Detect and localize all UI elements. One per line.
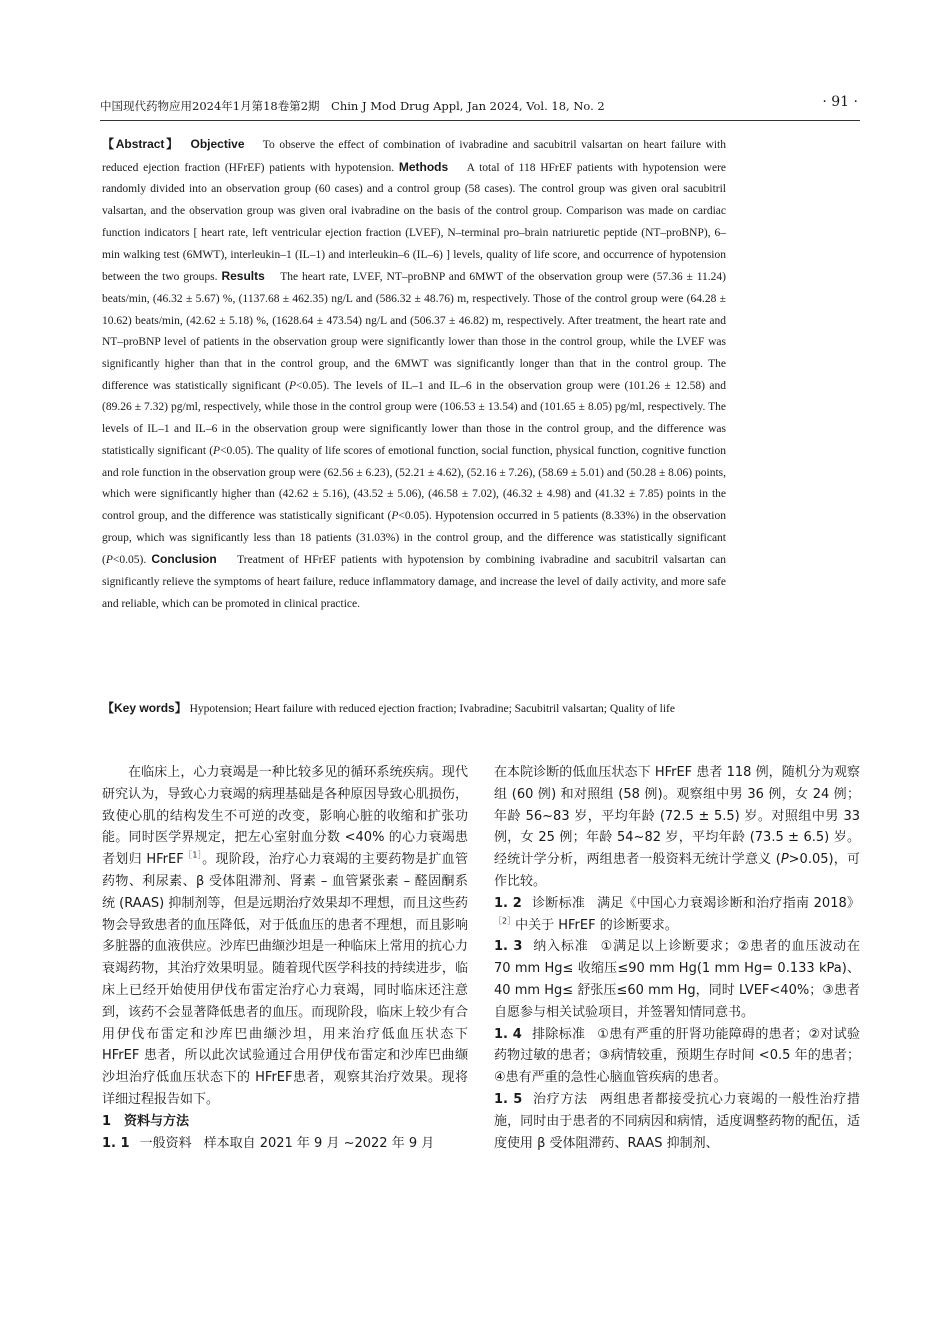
page-number: · 91 · xyxy=(822,94,858,110)
methods-label: Methods xyxy=(398,159,449,174)
results-text: <0.05). xyxy=(112,554,147,567)
results-text: <0.05). The quality of life scores of emotional function, social function, physical function, cognitive function and role function in the observation group were (62.56 ± 6.23), (52.21 ± 4.62), (52.16 ± 7.26), (58.69 ± 5.01) and (50.28 ± 8.06) points, which were significantly higher than (42.62 ± 5.16), (43.52 ± 5.06), (46.58 ± 7.02), (46.32 ± 4.98) and (41.32 ± 7.85) points in the control group, and the difference was statistically significant ( xyxy=(102,444,726,522)
running-header: 中国现代药物应用2024年1月第18卷第2期 Chin J Mod Drug Appl, Jan 2024, Vol. 18, No. 2 xyxy=(100,99,605,113)
objective-text: To observe the effect of combination of ivabradine and sacubitril valsartan on heart failure with reduced ejection fraction (HFrEF) patients with hypotension. xyxy=(102,139,726,174)
header-rule xyxy=(100,120,860,121)
keywords xyxy=(102,698,726,721)
p-symbol: P xyxy=(289,379,297,392)
subsection-1-5: 1. 5 治疗方法 两组患者都接受抗心力衰竭的一般性治疗措施，同时由于患者的不同病因和病情，适度调整药物的配伍，适度使用 β 受体阻滞药、RAAS 抑制剂、 xyxy=(494,1091,860,1151)
intro-paragraph: 在临床上，心力衰竭是一种比较多见的循环系统疾病。现代研究认为，导致心力衰竭的病理基础是各种原因导致心肌损伤，致使心肌的结构发生不可逆的改变，影响心脏的收缩和扩张功能。同时医学界规定，把左心室射血分数 <40% 的心力衰竭患者划归 HFrEF$^{[1]}$。现阶段，治疗心力衰竭的主要药物是扩血管药物、利尿素、β 受体阻滞剂、肾素 – 血管紧张素 – 醛固酮系统 (RAAS) 抑制剂等，但是远期治疗效果却不理想，而且这些药物会导致患者的血压降低，对于低血压的患者不理想，而且影响多脏器的血液供应。沙库巴曲缬沙坦是一种临床上常用的抗心力衰竭药物，其治疗效果明显。随着现代医学科技的持续进步，临床上已经开始使用伊伐布雷定治疗心力衰竭，同时临床还注意到，该药不会显著降低患者的血压。而现阶段，临床上较少有合用伊伐布雷定和沙库巴曲缬沙坦，用来治疗低血压状态下 HFrEF 患者，所以此次试验通过合用伊伐布雷定和沙库巴曲缬沙坦治疗低血压状态下的 HFrEF患者，观察其治疗效果。现将详细过程报告如下。 xyxy=(102,765,468,1107)
p-symbol: P xyxy=(105,554,113,567)
abstract-label: 【Abstract】 xyxy=(102,137,180,151)
subsection-1-1: 1. 1 一般资料 样本取自 2021 年 9 月 ~2022 年 9 月 xyxy=(102,1135,435,1151)
results-label: Results xyxy=(221,269,265,284)
results-text: The heart rate, LVEF, NT–proBNP and 6MWT of the observation group were (57.36 ± 11.24) beats/min, (46.32 ± 5.67) %, (1137.68 ± 462.35) ng/L and (586.32 ± 48.76) m, respectively. Those of the control group were (64.28 ± 10.62) beats/min, (42.62 ± 5.18) %, (1628.64 ± 473.54) ng/L and (506.37 ± 46.82) m, respectively. After treatment, the heart rate and NT–proBNP level of patients in the observation group were significantly lower than those in the control group, while the LVEF was significantly higher than that in the control group, and the 6MWT was significantly longer than that in the control group. The difference was statistically significant ( xyxy=(102,271,727,392)
citation: ［2］ xyxy=(494,916,516,926)
body-column-right xyxy=(494,762,860,1154)
subsection-1-4: 1. 4 排除标准 ①患有严重的肝肾功能障碍的患者；②对试验药物过敏的患者；③病情较重，预期生存时间 <0.5 年的患者；④患有严重的急性心脑血管疾病的患者。 xyxy=(494,1026,860,1086)
results-text: <0.05). The levels of IL–1 and IL–6 in the observation group were (101.26 ± 12.58) and (89.26 ± 7.32) pg/ml, respectively, while those in the control group were (106.53 ± 13.54) and (101.65 ± 8.05) pg/ml, respectively. The levels of IL–1 and IL–6 in the observation group were significantly lower than those in the control group, and the difference was statistically significant ( xyxy=(102,379,726,457)
conclusion-label: Conclusion xyxy=(151,552,217,567)
subsection-1-2: 1. 2 诊断标准 满足《中国心力衰竭诊断和治疗指南 2018》$^{[2]}$中关于 HFrEF 的诊断要求。 xyxy=(494,895,860,933)
body-column-left xyxy=(102,762,468,1154)
p-symbol: P xyxy=(391,509,399,522)
conclusion-text: Treatment of HFrEF patients with hypotension by combining ivabradine and sacubitril valsartan can significantly relieve the symptoms of heart failure, reduce inflammatory damage, and increase the level of daily activity, and more safe and reliable, which can be promoted in clinical practice. xyxy=(102,554,727,610)
keywords-label: 【Key words】 xyxy=(102,701,187,715)
keywords-text: Hypotension; Heart failure with reduced ejection fraction; Ivabradine; Sacubitril valsartan; Quality of life xyxy=(189,703,675,715)
subsection-1-1-cont: 在本院诊断的低血压状态下 HFrEF 患者 118 例，随机分为观察组 (60 例) 和对照组 (58 例)。观察组中男 36 例，女 24 例；年龄 56~83 岁，平均年龄 (72.5 ± 5.5) 岁。对照组中男 33 例，女 25 例；年龄 54~82 岁，平均年龄 (73.5 ± 6.5) 岁。经统计学分析，两组患者一般资料无统计学意义 (P>0.05)，可作比较。 xyxy=(494,765,860,889)
citation: ［1］ xyxy=(183,850,203,860)
methods-text: A total of 118 HFrEF patients with hypotension were randomly divided into an observation group (60 cases) and a control group (58 cases). The control group was given oral sacubitril valsartan, and the observation group was given oral ivabradine on the basis of the control group. Comparison was made on cardiac function indicators [ heart rate, left ventricular ejection fraction (LVEF), N–terminal pro–brain natriuretic peptide (NT–proBNP), 6–min walking test (6MWT), interleukin–1 (IL–1) and interleukin–6 (IL–6) ] levels, quality of life score, and occurrence of hypotension between the two groups. xyxy=(102,161,727,284)
section-heading: 1 资料与方法 xyxy=(102,1113,190,1129)
objective-label: Objective xyxy=(190,137,245,151)
abstract xyxy=(102,134,726,615)
p-symbol: P xyxy=(213,444,221,457)
results-text: <0.05). Hypotension occurred in 5 patients (8.33%) in the observation group, which was significantly less than 18 patients (31.03%) in the control group, and the difference was statistically significant ( xyxy=(102,509,726,567)
subsection-1-3: 1. 3 纳入标准 ①满足以上诊断要求；②患者的血压波动在 70 mm Hg≤ 收缩压≤90 mm Hg(1 mm Hg= 0.133 kPa)、40 mm Hg≤ 舒张压≤60 mm Hg，同时 LVEF<40%；③患者自愿参与相关试验项目，并签署知情同意书。 xyxy=(494,939,861,1020)
